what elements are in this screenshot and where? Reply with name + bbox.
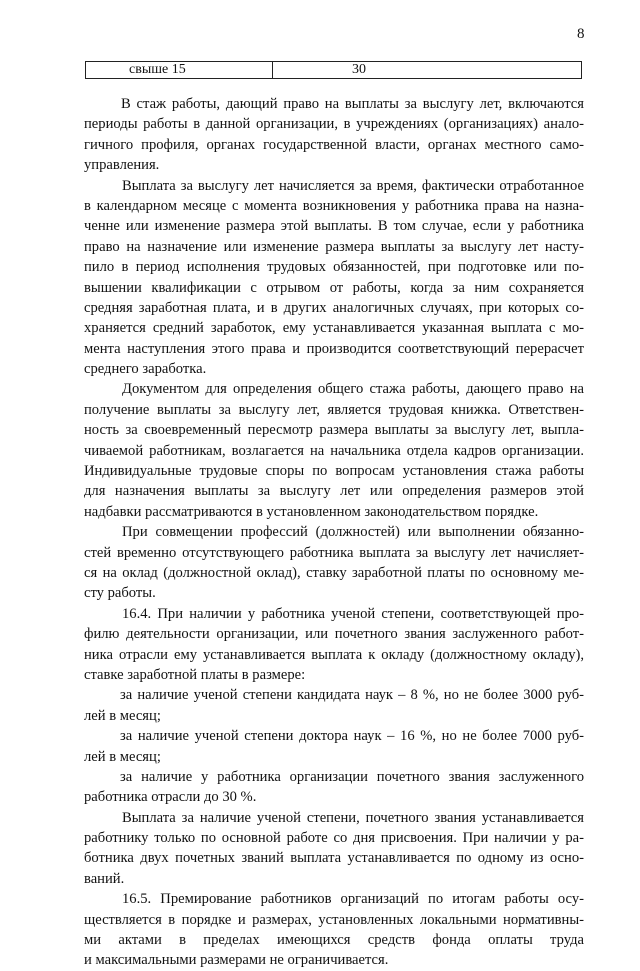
text-line: вышении квалификации с отрывом от работы, когда за ним сохраняется	[84, 279, 584, 296]
text-line: среднего заработка.	[84, 361, 207, 378]
text-line: ся на оклад (должностной оклад), ставку заработной платы по основному ме-	[84, 564, 584, 581]
table-cell-years: свыше 15	[86, 62, 273, 78]
text-line: сту работы.	[84, 585, 156, 602]
text-line: для назначения выплаты за выслугу лет или определения размеров этой	[84, 483, 584, 500]
text-line: лей в месяц;	[84, 707, 161, 724]
text-line: гичного профиля, органах государственной власти, органах местного само-	[84, 136, 584, 153]
text-line: право на назначение или изменение размера выплаты за выслугу лет насту-	[84, 238, 584, 255]
text-line: работнику только по основной работе со дня присвоения. При наличии у ра-	[84, 830, 584, 847]
text-line: Индивидуальные трудовые споры по вопросам установления стажа работы	[84, 463, 584, 480]
text-line: Выплата за выслугу лет начисляется за время, фактически отработанное	[122, 177, 584, 194]
text-line: Выплата за наличие ученой степени, почетного звания устанавливается	[122, 809, 584, 826]
text-line: При совмещении профессий (должностей) или выполнении обязанно-	[122, 524, 584, 541]
text-line: средняя заработная плата, и в других аналогичных случаях, при которых со-	[84, 299, 584, 316]
text-line: В стаж работы, дающий право на выплаты за выслугу лет, включаются	[121, 96, 584, 112]
text-line: 16.4. При наличии у работника ученой степени, соответствующей про-	[122, 605, 584, 622]
text-line: стей временно отсутствующего работника выплата за выслугу лет начисляет-	[84, 544, 584, 561]
text-line: получение выплаты за выслугу лет, является трудовая книжка. Ответствен-	[84, 401, 584, 418]
text-line: за наличие ученой степени доктора наук – 16 %, но не более 7000 руб-	[120, 728, 584, 745]
text-line: надбавки рассматриваются в установленном законодательством порядке.	[84, 503, 539, 520]
text-line: ботника двух почетных званий выплата устанавливается по одному из осно-	[84, 850, 584, 867]
text-line: за наличие у работника организации почетного звания заслуженного	[120, 768, 584, 785]
text-line: ставке заработной платы в размере:	[84, 666, 306, 683]
text-line: мента наступления этого права и производится соответствующий перерасчет	[84, 340, 584, 357]
text-line: 16.5. Премирование работников организаций по итогам работы осу-	[122, 891, 584, 908]
text-line: пило в период исполнения трудовых обязанностей, при подготовке или по-	[84, 259, 584, 276]
table-row	[85, 61, 582, 79]
text-line: филю деятельности организации, или почетного звания заслуженного работ-	[84, 626, 584, 643]
text-line: в календарном месяце с момента возникновения у работника права на назна-	[84, 197, 584, 214]
text-line: управления.	[84, 157, 160, 174]
text-line: работника отрасли до 30 %.	[84, 789, 257, 806]
text-line: ми актами в пределах имеющихся средств фонда оплаты труда	[84, 932, 584, 949]
document-body	[84, 94, 584, 971]
text-line: лей в месяц;	[84, 748, 161, 765]
text-line: ществляется в порядке и размерах, установленных локальными нормативны-	[84, 911, 584, 928]
text-line: чиваемой работникам, возлагается на начальника отдела кадров организации.	[84, 442, 584, 459]
text-line: ченне или изменение размера этой выплаты. В том случае, если у работника	[84, 218, 584, 235]
text-line: Документом для определения общего стажа работы, дающего право на	[122, 381, 584, 398]
text-line: ваний.	[84, 870, 125, 887]
text-line: и максимальными размерами не ограничивается.	[84, 952, 389, 969]
text-line: периоды работы в данной организации, в учреждениях (организациях) анало-	[84, 116, 584, 133]
table-cell-percent: 30	[352, 62, 366, 77]
page-number: 8	[577, 26, 585, 42]
text-line: за наличие ученой степени кандидата наук – 8 %, но не более 3000 руб-	[120, 687, 584, 704]
text-line: храняется средний заработок, ему устанавливается указанная выплата с мо-	[84, 320, 584, 337]
text-line: ника отрасли ему устанавливается выплата к окладу (должностному окладу),	[84, 646, 584, 663]
text-line: ность за своевременный пересмотр размера выплаты за выслугу лет, выпла-	[84, 422, 584, 439]
